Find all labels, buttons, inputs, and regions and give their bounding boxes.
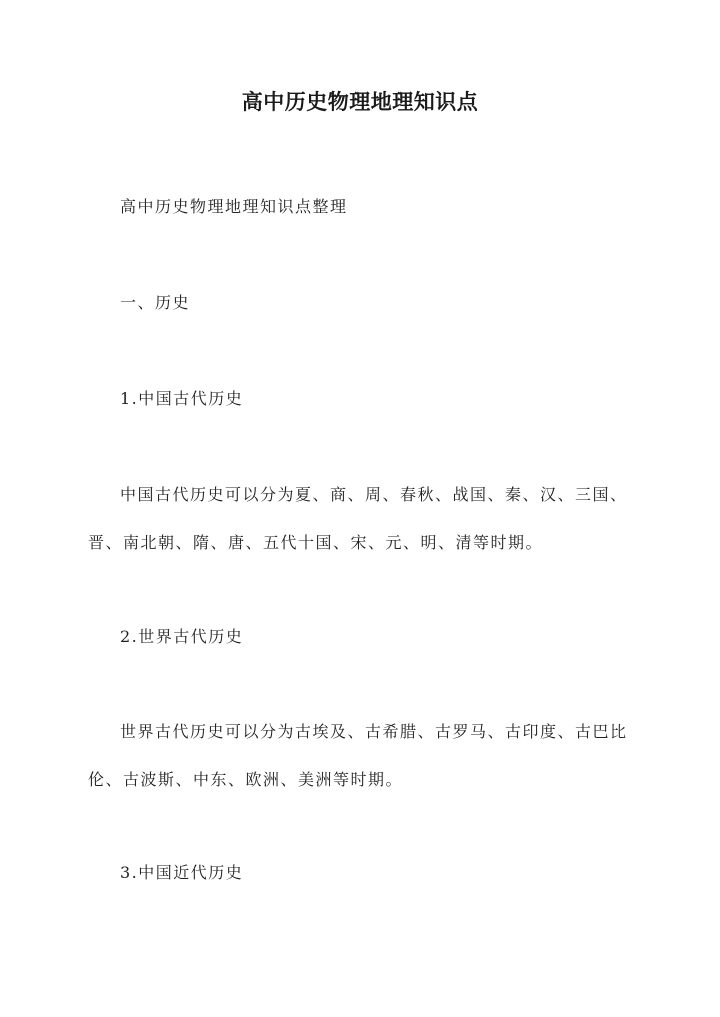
- subsection-heading-china-ancient: 1.中国古代历史: [120, 389, 244, 408]
- section-heading-history: 一、历史: [120, 293, 191, 312]
- paragraph-world-ancient: 世界古代历史可以分为古埃及、古希腊、古罗马、古印度、古巴比伦、古波斯、中东、欧洲、美洲等时期。: [88, 722, 628, 789]
- document-title: 高中历史物理地理知识点: [241, 89, 479, 114]
- subsection-heading-china-modern: 3.中国近代历史: [120, 863, 244, 882]
- paragraph-subtitle: 高中历史物理地理知识点整理: [120, 197, 348, 216]
- paragraph-china-ancient: 中国古代历史可以分为夏、商、周、春秋、战国、秦、汉、三国、晋、南北朝、隋、唐、五代十国、宋、元、明、清等时期。: [88, 485, 628, 552]
- subsection-heading-world-ancient: 2.世界古代历史: [120, 627, 244, 646]
